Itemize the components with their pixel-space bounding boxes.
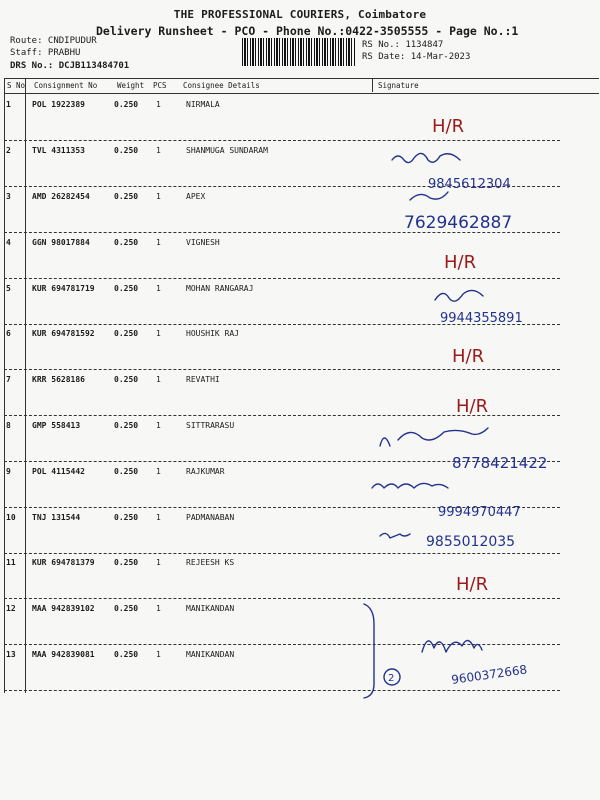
handwritten-phone: 9994970447 bbox=[438, 505, 521, 520]
row-pcs: 1 bbox=[156, 558, 161, 567]
col-header-weight: Weight bbox=[117, 81, 145, 90]
handwritten-phone: 9855012035 bbox=[426, 534, 516, 550]
handwritten-phone: 7629462887 bbox=[404, 213, 513, 233]
row-weight: 0.250 bbox=[114, 238, 139, 247]
row-consignee: RAJKUMAR bbox=[186, 467, 225, 476]
row-consignee: REVATHI bbox=[186, 375, 220, 384]
row-sno: 8 bbox=[6, 421, 11, 430]
signature-scribble bbox=[435, 290, 483, 301]
row-consignment: GMP 558413 bbox=[32, 421, 81, 430]
signature-scribble bbox=[410, 192, 448, 200]
row-pcs: 1 bbox=[156, 467, 161, 476]
row-pcs: 1 bbox=[156, 513, 161, 522]
row-weight: 0.250 bbox=[114, 421, 139, 430]
row-pcs: 1 bbox=[156, 329, 161, 338]
signature-scribble bbox=[422, 640, 482, 652]
row-pcs: 1 bbox=[156, 146, 161, 155]
row-pcs: 1 bbox=[156, 375, 161, 384]
row-consignment: TVL 4311353 bbox=[32, 146, 85, 155]
row-consignee: NIRMALA bbox=[186, 100, 220, 109]
row-consignee: APEX bbox=[186, 192, 206, 201]
rs-number: RS No.: 1134847 bbox=[362, 40, 444, 50]
handwritten-phone: 9944355891 bbox=[440, 311, 523, 326]
row-sno: 10 bbox=[6, 513, 16, 522]
row-consignment: POL 4115442 bbox=[32, 467, 85, 476]
row-weight: 0.250 bbox=[114, 558, 139, 567]
row-consignee: SITTRARASU bbox=[186, 421, 235, 430]
col-header-sno: S No bbox=[7, 81, 26, 90]
row-consignment: POL 1922389 bbox=[32, 100, 85, 109]
drs-number: DRS No.: DCJB113484701 bbox=[10, 61, 130, 71]
row-consignment: KUR 694781592 bbox=[32, 329, 95, 338]
row-consignment: TNJ 131544 bbox=[32, 513, 81, 522]
col-header-signature: Signature bbox=[378, 81, 419, 90]
row-consignee: MANIKANDAN bbox=[186, 650, 235, 659]
row-consignee: VIGNESH bbox=[186, 238, 220, 247]
page-subtitle: Delivery Runsheet - PCO - Phone No.:0422-3505555 - Page No.:1 bbox=[96, 24, 519, 38]
row-consignee: MOHAN RANGARAJ bbox=[186, 284, 254, 293]
row-weight: 0.250 bbox=[114, 100, 139, 109]
row-consignment: KRR 5628186 bbox=[32, 375, 85, 384]
rs-date: RS Date: 14-Mar-2023 bbox=[362, 52, 471, 62]
row-weight: 0.250 bbox=[114, 146, 139, 155]
hr-mark: H/R bbox=[452, 346, 485, 367]
hr-mark: H/R bbox=[456, 396, 489, 417]
bracket-stroke bbox=[364, 604, 374, 698]
signature-scribble bbox=[380, 428, 488, 446]
row-consignment: MAA 942839102 bbox=[32, 604, 95, 613]
route-label: Route: CNDIPUDUR bbox=[10, 36, 97, 46]
row-sno: 11 bbox=[6, 558, 16, 567]
row-weight: 0.250 bbox=[114, 513, 139, 522]
row-sno: 4 bbox=[6, 238, 11, 247]
handwritten-phone: 9600372668 bbox=[450, 662, 529, 687]
row-weight: 0.250 bbox=[114, 650, 139, 659]
row-pcs: 1 bbox=[156, 604, 161, 613]
row-weight: 0.250 bbox=[114, 375, 139, 384]
row-pcs: 1 bbox=[156, 650, 161, 659]
row-consignment: KUR 694781719 bbox=[32, 284, 95, 293]
row-sno: 3 bbox=[6, 192, 11, 201]
col-header-consignment: Consignment No bbox=[34, 81, 98, 90]
signature-scribble bbox=[380, 533, 410, 538]
handwritten-phone: 8778421422 bbox=[452, 454, 548, 472]
row-weight: 0.250 bbox=[114, 192, 139, 201]
row-consignment: MAA 942839081 bbox=[32, 650, 95, 659]
row-pcs: 1 bbox=[156, 238, 161, 247]
row-pcs: 1 bbox=[156, 100, 161, 109]
row-consignment: AMD 26282454 bbox=[32, 192, 90, 201]
row-sno: 9 bbox=[6, 467, 11, 476]
circle-mark-label: 2 bbox=[388, 673, 395, 684]
row-consignment: GGN 98017884 bbox=[32, 238, 90, 247]
handwritten-phone: 9845612304 bbox=[428, 177, 511, 192]
row-consignee: MANIKANDAN bbox=[186, 604, 235, 613]
row-sno: 12 bbox=[6, 604, 16, 613]
row-sno: 1 bbox=[6, 100, 11, 109]
row-consignment: KUR 694781379 bbox=[32, 558, 95, 567]
page-title: THE PROFESSIONAL COURIERS, Coimbatore bbox=[173, 8, 427, 21]
row-pcs: 1 bbox=[156, 421, 161, 430]
row-weight: 0.250 bbox=[114, 604, 139, 613]
row-sno: 7 bbox=[6, 375, 11, 384]
signature-scribble bbox=[392, 153, 460, 162]
hr-mark: H/R bbox=[444, 252, 477, 273]
row-sno: 5 bbox=[6, 284, 11, 293]
row-consignee: HOUSHIK RAJ bbox=[186, 329, 239, 338]
col-header-pcs: PCS bbox=[153, 81, 167, 90]
row-consignee: SHANMUGA SUNDARAM bbox=[186, 146, 268, 155]
staff-label: Staff: PRABHU bbox=[10, 48, 81, 58]
row-weight: 0.250 bbox=[114, 467, 139, 476]
row-pcs: 1 bbox=[156, 284, 161, 293]
hr-mark: H/R bbox=[432, 116, 465, 137]
signature-scribble bbox=[372, 483, 448, 488]
row-sno: 13 bbox=[6, 650, 16, 659]
row-sno: 2 bbox=[6, 146, 11, 155]
row-consignee: PADMANABAN bbox=[186, 513, 235, 522]
hr-mark: H/R bbox=[456, 574, 489, 595]
row-pcs: 1 bbox=[156, 192, 161, 201]
row-weight: 0.250 bbox=[114, 284, 139, 293]
col-header-details: Consignee Details bbox=[183, 81, 260, 90]
row-weight: 0.250 bbox=[114, 329, 139, 338]
row-consignee: REJEESH KS bbox=[186, 558, 235, 567]
row-sno: 6 bbox=[6, 329, 11, 338]
